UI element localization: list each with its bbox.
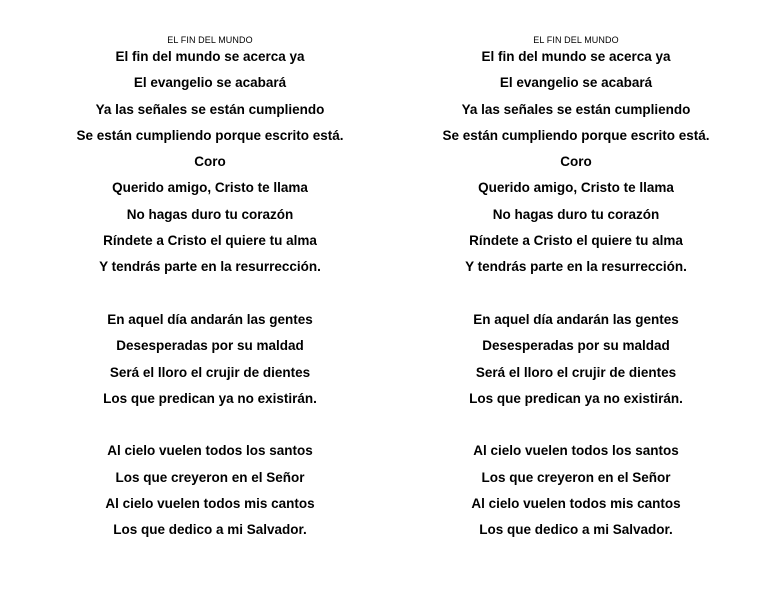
lyric-line: Al cielo vuelen todos mis cantos [471,496,681,512]
lyric-line: Y tendrás parte en la resurrección. [465,259,687,275]
lyrics-column-right [384,34,768,544]
lyric-line: Los que predican ya no existirán. [469,390,683,406]
lyric-line: Los que predican ya no existirán. [103,390,317,406]
lyrics-column-left [18,34,402,544]
lyric-line: Desesperadas por su maldad [482,338,670,354]
lyric-line: No hagas duro tu corazón [126,206,294,222]
lyric-line: Ríndete a Cristo el quiere tu alma [469,233,683,249]
stanza-gap [384,412,768,438]
lyric-line: Al cielo vuelen todos los santos [107,443,313,459]
lyric-line: El fin del mundo se acerca ya [115,49,305,64]
lyric-line: Querido amigo, Cristo te llama [112,180,308,196]
stanza-gap [384,281,768,307]
chorus-label: Coro [194,154,226,170]
lyric-line: Desesperadas por su maldad [116,338,304,354]
lyric-line: Los que creyeron en el Señor [481,469,671,485]
lyric-line: Los que dedico a mi Salvador. [113,522,307,538]
lyric-line: Se están cumpliendo porque escrito está. [76,127,344,143]
lyric-line: Ya las señales se están cumpliendo [95,101,325,117]
stanza-gap [18,281,402,307]
lyric-line: Y tendrás parte en la resurrección. [99,259,321,275]
lyric-line: Al cielo vuelen todos mis cantos [105,496,315,512]
lyric-line: Ríndete a Cristo el quiere tu alma [103,233,317,249]
song-title: EL FIN DEL MUNDO [533,35,619,45]
lyric-line: El evangelio se acabará [499,75,653,91]
lyric-line: Querido amigo, Cristo te llama [478,180,674,196]
chorus-label: Coro [560,154,592,170]
lyric-line: No hagas duro tu corazón [492,206,660,222]
lyric-line: En aquel día andarán las gentes [107,311,313,327]
lyric-line: Será el lloro el crujir de dientes [109,364,311,380]
lyric-line: En aquel día andarán las gentes [473,311,679,327]
lyric-line: Será el lloro el crujir de dientes [475,364,677,380]
lyric-line: El fin del mundo se acerca ya [481,49,671,64]
lyric-line: Ya las señales se están cumpliendo [461,101,691,117]
lyric-line: Los que creyeron en el Señor [115,469,305,485]
stanza-gap [18,412,402,438]
lyric-line: Se están cumpliendo porque escrito está. [442,127,710,143]
lyric-line: El evangelio se acabará [133,75,287,91]
lyric-line: Al cielo vuelen todos los santos [473,443,679,459]
lyric-line: Los que dedico a mi Salvador. [479,522,673,538]
song-title: EL FIN DEL MUNDO [167,35,253,45]
